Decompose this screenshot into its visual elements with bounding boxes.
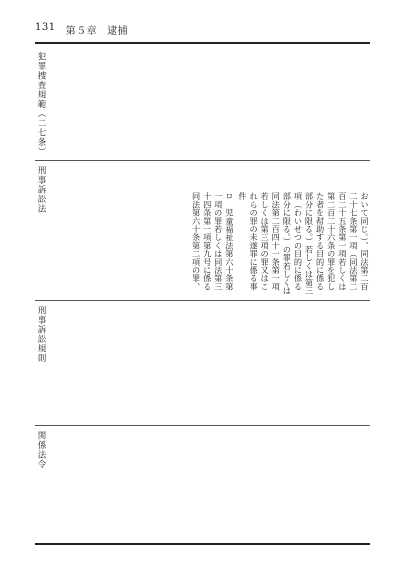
margin-label-criminal-procedure-act: 刑事訴訟法: [36, 166, 46, 214]
bottom-rule: [35, 543, 370, 545]
top-rule: [35, 42, 370, 44]
margin-label-related-laws: 関係法令: [36, 431, 46, 469]
section-divider-2: [35, 300, 370, 301]
paragraph-ro: ロ 児童福祉法第六十条第一項の罪若しくは同法第三十四条第一項第九号に係る同法第六十条第二項の罪、: [191, 192, 235, 291]
section-divider-3: [35, 425, 370, 426]
statute-text: [190, 192, 370, 298]
margin-label-police-rules: 犯罪捜査規範（二七条）: [36, 52, 46, 157]
running-header: [35, 22, 128, 37]
page-number: 131: [35, 22, 56, 33]
margin-label-criminal-procedure-rules: 刑事訴訟規則: [36, 306, 46, 363]
paragraph-continuation: おいて同じ。）、同法第二百二十七条第一項（同法第二百二十五条第一項若しくは第二百二十六条の罪を犯した者を幇助する目的に係る部分に限る。）若しくは第三項（わいせつの目的に係る部分に限る。）の罪若しくは同法第二百四十一条第一項若しくは第三項の罪又はこれらの罪の未遂罪に係る事件: [237, 192, 370, 295]
section-divider-1: [35, 160, 370, 161]
section-label: 逮捕: [107, 26, 129, 37]
chapter-label: 第５章: [65, 26, 98, 37]
